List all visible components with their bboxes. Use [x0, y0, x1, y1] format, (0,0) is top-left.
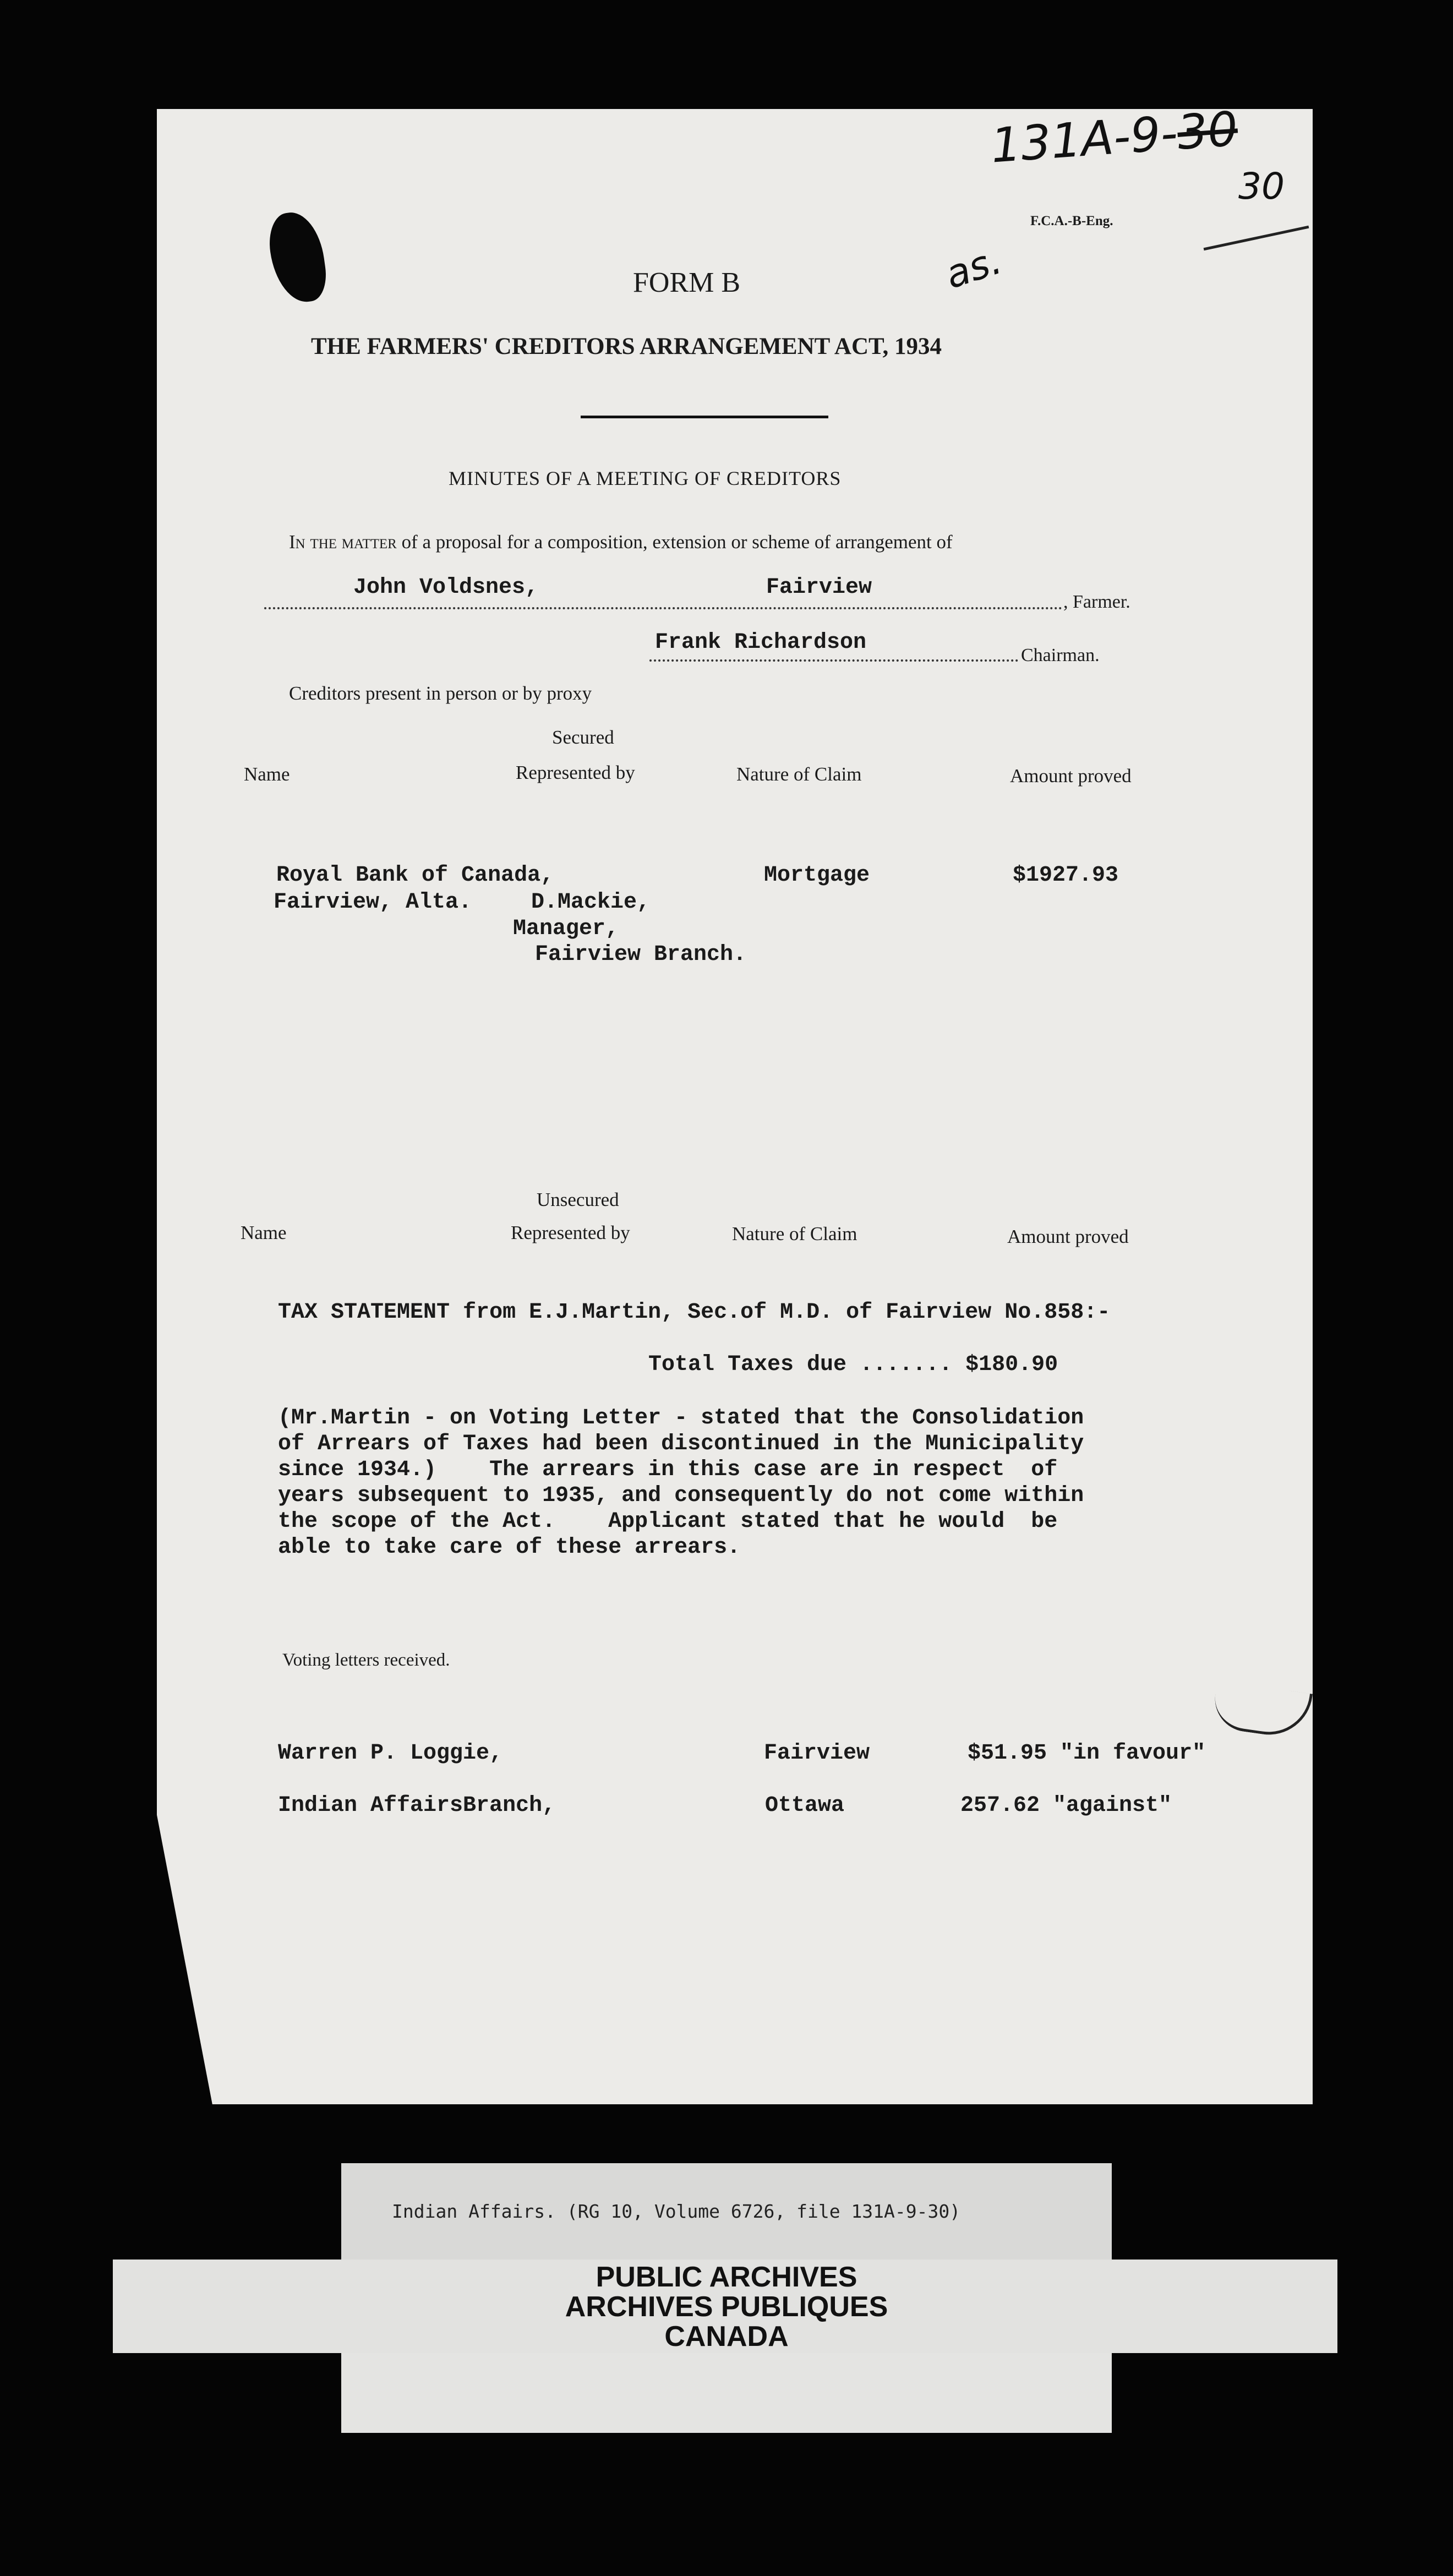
file-number-struck: 30 [1175, 101, 1240, 161]
secured-creditor-name-2: Fairview, Alta. [274, 890, 472, 915]
handwritten-initials: as. [939, 237, 1007, 298]
secured-col-represented: Represented by [516, 762, 635, 783]
tax-note [278, 1405, 1084, 1560]
minutes-subtitle: MINUTES OF A MEETING OF CREDITORS [449, 467, 842, 489]
farmer-dotted-line [264, 607, 1062, 609]
secured-col-amount: Amount proved [1010, 765, 1132, 787]
secured-rep-3: Fairview Branch. [535, 942, 747, 967]
secured-nature: Mortgage [764, 863, 870, 888]
unsecured-col-amount: Amount proved [1007, 1226, 1129, 1247]
farmer-label: , Farmer. [1063, 592, 1130, 612]
form-code: F.C.A.-B-Eng. [1030, 214, 1113, 228]
title-divider [581, 416, 828, 418]
file-number-text: 131A-9- [989, 106, 1179, 174]
chairman-dotted-line [649, 659, 1018, 662]
secured-col-nature: Nature of Claim [736, 763, 862, 785]
secured-heading: Secured [552, 727, 614, 748]
secured-rep-1: D.Mackie, [531, 890, 651, 915]
form-title: FORM B [633, 267, 741, 298]
chairman-name: Frank Richardson [655, 630, 867, 655]
secured-col-name: Name [244, 763, 290, 785]
tax-note-line: the scope of the Act. Applicant stated that he would be [278, 1509, 1058, 1534]
archives-stamp-line-1: PUBLIC ARCHIVES [596, 2261, 857, 2293]
tax-total: Total Taxes due ....... $180.90 [648, 1352, 1058, 1377]
matter-text: of a proposal for a composition, extension or scheme of arrangement of [401, 531, 953, 553]
farmer-name: John Voldsnes, [353, 575, 539, 600]
voting-row-1-place: Fairview [764, 1741, 870, 1766]
tax-note-line: years subsequent to 1935, and consequently do not come within [278, 1483, 1084, 1508]
farmer-place: Fairview [766, 575, 872, 600]
citation-text: Indian Affairs. (RG 10, Volume 6726, file 131A-9-30) [392, 2201, 961, 2222]
creditors-present-label: Creditors present in person or by proxy [289, 683, 592, 704]
voting-row-1-vote: $51.95 "in favour" [968, 1741, 1206, 1766]
voting-row-1-name: Warren P. Loggie, [278, 1741, 503, 1766]
voting-row-2-place: Ottawa [765, 1793, 845, 1818]
handwritten-file-correction: 30 [1238, 165, 1285, 208]
secured-amount: $1927.93 [1013, 863, 1119, 888]
matter-prefix: In the matter [289, 531, 397, 553]
matter-line [289, 531, 953, 553]
archives-stamp-line-2: ARCHIVES PUBLIQUES [565, 2291, 888, 2323]
unsecured-col-nature: Nature of Claim [732, 1223, 857, 1245]
tax-note-line: since 1934.) The arrears in this case are in respect of [278, 1458, 1058, 1482]
tax-note-line: of Arrears of Taxes had been discontinued in the Municipality [278, 1432, 1084, 1456]
secured-creditor-name-1: Royal Bank of Canada, [276, 863, 554, 888]
tax-statement: TAX STATEMENT from E.J.Martin, Sec.of M.D. of Fairview No.858:- [278, 1300, 1111, 1325]
unsecured-heading: Unsecured [537, 1189, 619, 1210]
voting-letters-label: Voting letters received. [282, 1650, 450, 1670]
secured-rep-2: Manager, [513, 916, 619, 941]
voting-row-2-vote: 257.62 "against" [960, 1793, 1172, 1818]
archives-stamp-lower [341, 2353, 1112, 2433]
voting-row-2-name: Indian AffairsBranch, [278, 1793, 556, 1818]
unsecured-col-name: Name [241, 1222, 287, 1243]
act-title: THE FARMERS' CREDITORS ARRANGEMENT ACT, 1934 [311, 334, 942, 359]
archives-stamp [451, 2262, 1002, 2351]
tax-note-line: (Mr.Martin - on Voting Letter - stated that the Consolidation [278, 1406, 1084, 1431]
tax-note-line: able to take care of these arrears. [278, 1535, 741, 1560]
unsecured-col-represented: Represented by [511, 1222, 630, 1243]
chairman-label: Chairman. [1021, 645, 1100, 665]
archives-stamp-line-3: CANADA [664, 2321, 789, 2353]
